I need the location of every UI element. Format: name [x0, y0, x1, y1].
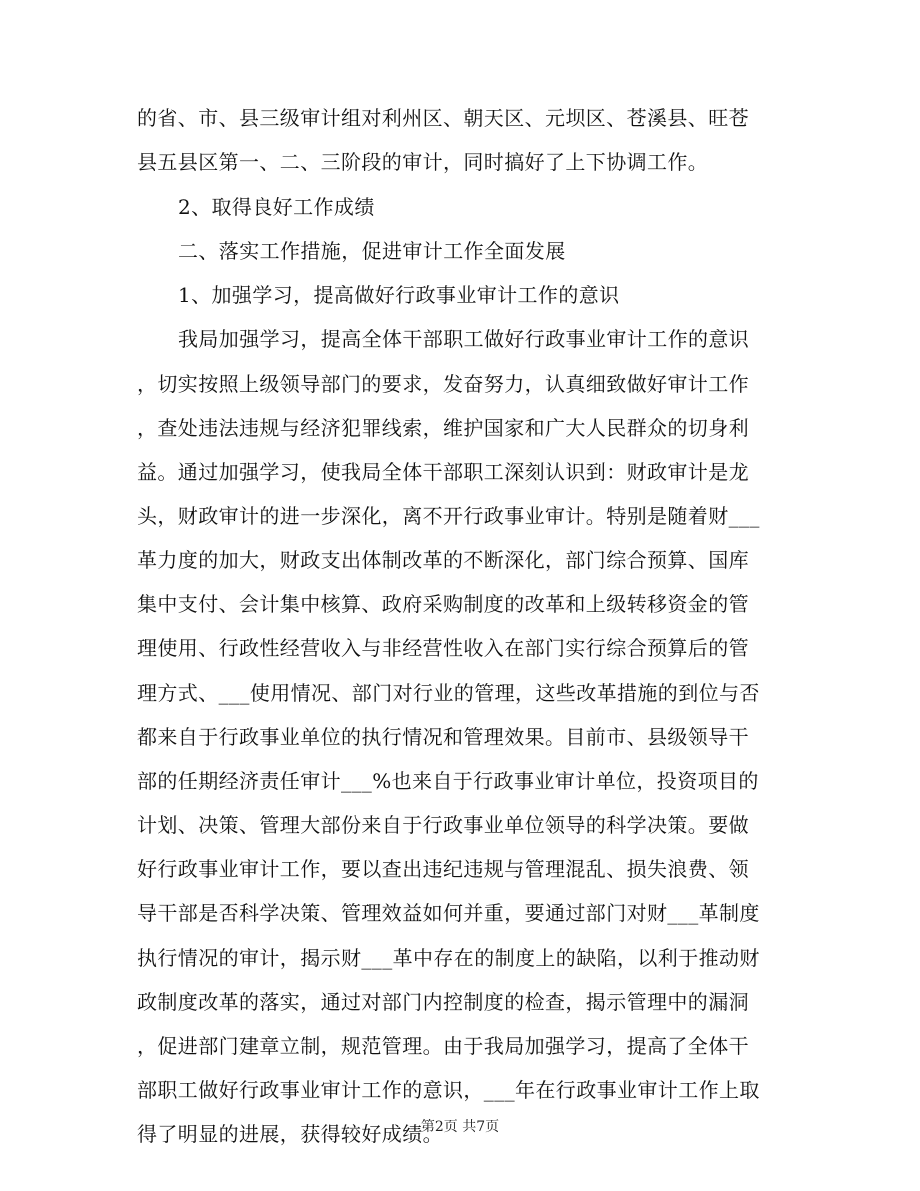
text-line: 集中支付、会计集中核算、政府采购制度的改革和上级转移资金的管 [137, 592, 749, 616]
text-line: 县五县区第一、二、三阶段的审计，同时搞好了上下协调工作。 [137, 150, 709, 174]
text-line: 导干部是否科学决策、管理效益如何并重，要通过部门对财___革制度 [137, 901, 760, 925]
text-line: 好行政事业审计工作，要以查出违纪违规与管理混乱、损失浪费、领 [137, 857, 749, 881]
text-line: ，促进部门建章立制，规范管理。由于我局加强学习，提高了全体干 [137, 1034, 749, 1058]
text-line: 政制度改革的落实，通过对部门内控制度的检查，揭示管理中的漏洞 [137, 990, 749, 1014]
text-line: 益。通过加强学习，使我局全体干部职工深刻认识到：财政审计是龙 [137, 460, 749, 484]
text-line: 执行情况的审计，揭示财___革中存在的制度上的缺陷，以利于推动财 [137, 946, 760, 970]
text-line: 头，财政审计的进一步深化，离不开行政事业审计。特别是随着财___ [137, 504, 760, 528]
section-heading: 二、落实工作措施，促进审计工作全面发展 [178, 239, 566, 263]
text-line: ，切实按照上级领导部门的要求，发奋努力，认真细致做好审计工作 [137, 372, 749, 396]
section-heading: 2、取得良好工作成绩 [178, 195, 375, 219]
text-line: 得了明显的进展，获得较好成绩。 [137, 1122, 443, 1146]
text-line: 部的任期经济责任审计___%也来自于行政事业审计单位，投资项目的 [137, 769, 759, 793]
text-line: 计划、决策、管理大部份来自于行政事业单位领导的科学决策。要做 [137, 813, 749, 837]
section-heading: 1、加强学习，提高做好行政事业审计工作的意识 [178, 283, 620, 307]
text-line: 理方式、___使用情况、部门对行业的管理，这些改革措施的到位与否 [137, 681, 760, 705]
text-line: ，查处违法违规与经济犯罪线索，维护国家和广大人民群众的切身利 [137, 416, 749, 440]
text-line: 的省、市、县三级审计组对利州区、朝天区、元坝区、苍溪县、旺苍 [137, 106, 749, 130]
text-line: 都来自于行政事业单位的执行情况和管理效果。目前市、县级领导干 [137, 725, 749, 749]
paragraph-first-line: 我局加强学习，提高全体干部职工做好行政事业审计工作的意识 [178, 327, 750, 351]
text-line: 部职工做好行政事业审计工作的意识，___年在行政事业审计工作上取 [137, 1078, 760, 1102]
text-line: 理使用、行政性经营收入与非经营性收入在部门实行综合预算后的管 [137, 636, 749, 660]
text-line: 革力度的加大，财政支出体制改革的不断深化，部门综合预算、国库 [137, 548, 749, 572]
page-number: 第2页 共7页 [420, 1119, 500, 1135]
